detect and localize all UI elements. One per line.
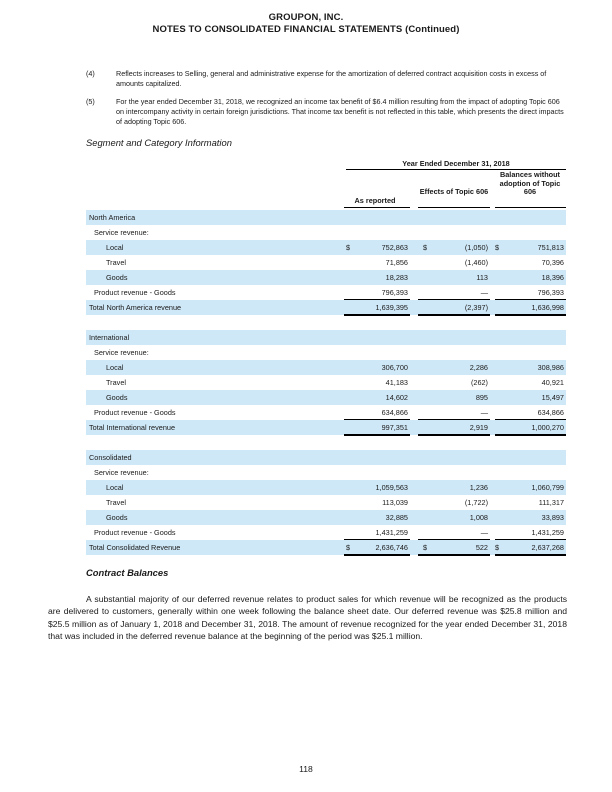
- cell-value: 70,396: [541, 258, 564, 267]
- row-label: Local: [106, 243, 124, 252]
- cell-value: (262): [470, 378, 488, 387]
- cell-value: 2,637,268: [531, 543, 564, 552]
- page-number: 118: [299, 764, 313, 774]
- table-row: [86, 465, 566, 480]
- row-label: Consolidated: [89, 453, 132, 462]
- column-header-effects: Effects of Topic 606: [419, 187, 489, 196]
- cell-value: 1,236: [469, 483, 488, 492]
- cell-value: 33,893: [541, 513, 564, 522]
- cell-value: 522: [475, 543, 488, 552]
- contract-balances-heading: Contract Balances: [86, 567, 169, 578]
- table-row: [86, 390, 566, 405]
- cell-value: 113,039: [382, 498, 408, 507]
- table-row: [86, 225, 566, 240]
- currency-symbol: $: [346, 243, 351, 252]
- cell-value: 308,986: [537, 363, 564, 372]
- cell-value: 1,059,563: [375, 483, 408, 492]
- header-rule: [344, 207, 410, 208]
- section-heading: Segment and Category Information: [86, 137, 232, 148]
- table-row: [86, 510, 566, 525]
- footnote-text: Reflects increases to Selling, general and administrative expense for the amortization of deferred contract acquisition costs in excess of amounts capitalized.: [116, 69, 547, 88]
- table-row: [86, 525, 566, 540]
- table-row: [86, 285, 566, 300]
- cell-value: (1,050): [464, 243, 488, 252]
- total-double-rule: [418, 434, 490, 436]
- column-header-without-adoption: Balances without adoption of Topic 606: [499, 170, 561, 196]
- cell-value: 41,183: [385, 378, 408, 387]
- row-label: Travel: [106, 258, 127, 267]
- table-row: [86, 240, 566, 255]
- total-double-rule: [418, 314, 490, 316]
- cell-value: (1,722): [464, 498, 488, 507]
- total-double-rule: [418, 554, 490, 556]
- cell-value: 752,863: [381, 243, 408, 252]
- cell-value: 1,060,799: [531, 483, 564, 492]
- row-label: North America: [89, 213, 136, 222]
- cell-value: 1,636,998: [531, 303, 564, 312]
- footnote-4: [86, 69, 566, 89]
- row-label: Product revenue - Goods: [94, 528, 176, 537]
- cell-value: 111,317: [538, 498, 564, 507]
- cell-value: 796,393: [381, 288, 408, 297]
- total-row: [86, 420, 566, 435]
- table-row: [86, 495, 566, 510]
- cell-value: (2,397): [464, 303, 488, 312]
- row-label: Goods: [106, 513, 128, 522]
- cell-value: 796,393: [537, 288, 564, 297]
- total-row: [86, 300, 566, 315]
- total-double-rule: [495, 434, 566, 436]
- row-label: Goods: [106, 273, 128, 282]
- total-row: [86, 540, 566, 555]
- currency-symbol: $: [423, 243, 428, 252]
- table-row: [86, 375, 566, 390]
- table-row: [86, 405, 566, 420]
- cell-value: 1,008: [469, 513, 488, 522]
- section-header-row: [86, 450, 566, 465]
- cell-value: 2,286: [469, 363, 488, 372]
- cell-value: (1,460): [464, 258, 488, 267]
- row-label: Service revenue:: [94, 228, 149, 237]
- contract-balances-paragraph: A substantial majority of our deferred revenue relates to product sales for which revenue will be recognized as the products are delivered to customers, generally within one week following the balance sheet date. Our deferred revenue was $25.8 million and $25.5 million as of January 1, 2018 and December 31, 2018. The amount of revenue recognized for the year ended December 31, 2018 that was included in the deferred revenue balance at the beginning of the period was $25.1 million.: [48, 594, 567, 641]
- row-label: Local: [106, 363, 124, 372]
- total-double-rule: [344, 434, 410, 436]
- footnote-5: [86, 97, 566, 127]
- total-double-rule: [495, 554, 566, 556]
- table-row: [86, 255, 566, 270]
- cell-value: —: [480, 288, 488, 297]
- cell-value: 634,866: [381, 408, 408, 417]
- header-rule: [418, 207, 490, 208]
- footnote-number: (5): [86, 97, 95, 106]
- cell-value: 40,921: [541, 378, 564, 387]
- cell-value: 18,283: [385, 273, 408, 282]
- cell-value: 997,351: [381, 423, 408, 432]
- row-label: Product revenue - Goods: [94, 288, 176, 297]
- total-double-rule: [495, 314, 566, 316]
- row-label: Goods: [106, 393, 128, 402]
- row-label: Total Consolidated Revenue: [89, 543, 181, 552]
- period-header: Year Ended December 31, 2018: [402, 159, 510, 168]
- cell-value: 1,431,259: [531, 528, 564, 537]
- footnote-number: (4): [86, 69, 95, 78]
- footnote-text: For the year ended December 31, 2018, we recognized an income tax benefit of $6.4 million resulting from the impact of adopting Topic 606 on intercompany activity in certain foreign jurisdictions. That income tax benefit is not reflected in this table, which presents the direct impacts of adopting Topic 606.: [116, 97, 564, 126]
- row-label: Service revenue:: [94, 348, 149, 357]
- row-label: Total International revenue: [89, 423, 175, 432]
- cell-value: 751,813: [537, 243, 564, 252]
- cell-value: —: [480, 408, 488, 417]
- header-rule: [495, 207, 566, 208]
- cell-value: —: [480, 528, 488, 537]
- table-row: [86, 480, 566, 495]
- cell-value: 1,431,259: [375, 528, 408, 537]
- cell-value: 15,497: [541, 393, 564, 402]
- row-label: Travel: [106, 378, 127, 387]
- section-header-row: [86, 330, 566, 345]
- table-row: [86, 360, 566, 375]
- section-header-row: [86, 210, 566, 225]
- row-label: Service revenue:: [94, 468, 149, 477]
- currency-symbol: $: [423, 543, 428, 552]
- company-name: GROUPON, INC.: [268, 12, 344, 23]
- row-label: Travel: [106, 498, 127, 507]
- cell-value: 113: [476, 273, 488, 282]
- cell-value: 14,602: [385, 393, 408, 402]
- cell-value: 32,885: [385, 513, 408, 522]
- row-label: International: [89, 333, 130, 342]
- page-title: NOTES TO CONSOLIDATED FINANCIAL STATEMENTS (Continued): [152, 24, 460, 35]
- row-label: Product revenue - Goods: [94, 408, 176, 417]
- table-row: [86, 345, 566, 360]
- row-label: Total North America revenue: [89, 303, 182, 312]
- cell-value: 71,856: [385, 258, 408, 267]
- cell-value: 634,866: [537, 408, 564, 417]
- total-double-rule: [344, 554, 410, 556]
- currency-symbol: $: [495, 243, 500, 252]
- cell-value: 2,919: [469, 423, 488, 432]
- table-row: [86, 270, 566, 285]
- total-double-rule: [344, 314, 410, 316]
- cell-value: 1,000,270: [531, 423, 564, 432]
- currency-symbol: $: [495, 543, 500, 552]
- cell-value: 306,700: [381, 363, 408, 372]
- cell-value: 1,639,395: [375, 303, 408, 312]
- cell-value: 2,636,746: [375, 543, 408, 552]
- row-label: Local: [106, 483, 124, 492]
- column-header-as-reported: As reported: [354, 196, 396, 205]
- cell-value: 895: [475, 393, 488, 402]
- currency-symbol: $: [346, 543, 351, 552]
- cell-value: 18,396: [541, 273, 564, 282]
